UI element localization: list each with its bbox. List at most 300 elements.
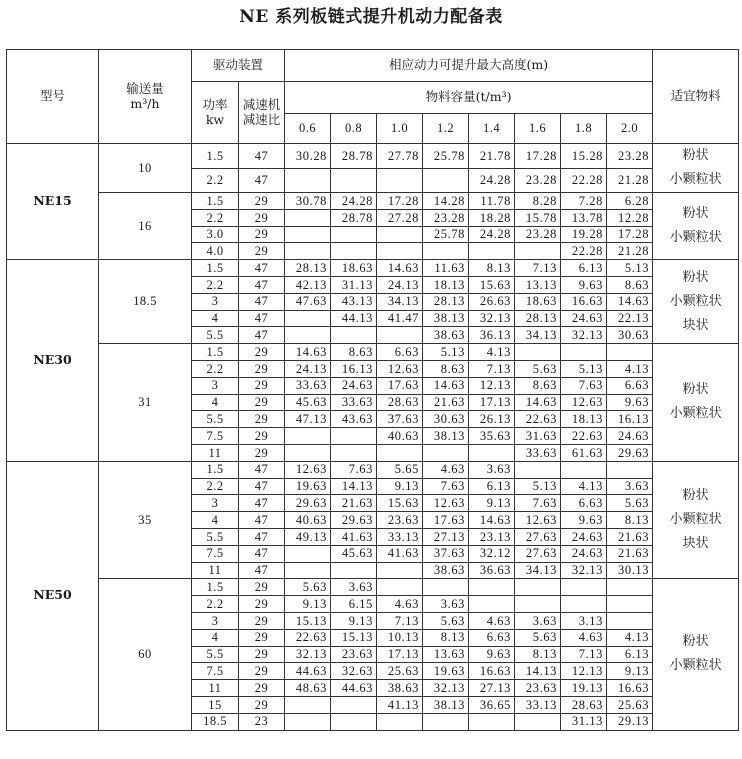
- height-cell: 23.63: [331, 646, 377, 663]
- height-cell: 27.63: [515, 545, 561, 562]
- height-cell: 28.78: [331, 209, 377, 226]
- ratio-cell: 29: [239, 344, 285, 361]
- power-cell: 3: [192, 293, 239, 310]
- height-cell: 5.63: [607, 495, 653, 512]
- height-cell: 35.63: [469, 428, 515, 445]
- height-cell: 41.13: [377, 696, 423, 713]
- height-cell: 29.63: [285, 495, 331, 512]
- height-cell: 6.63: [607, 377, 653, 394]
- height-cell: [285, 545, 331, 562]
- height-cell: 14.63: [423, 377, 469, 394]
- height-cell: 5.13: [607, 260, 653, 277]
- height-cell: 7.63: [561, 377, 607, 394]
- height-cell: [331, 428, 377, 445]
- height-cell: [469, 596, 515, 613]
- height-cell: 28.63: [377, 394, 423, 411]
- height-cell: 21.63: [607, 545, 653, 562]
- power-cell: 7.5: [192, 545, 239, 562]
- height-cell: [515, 461, 561, 478]
- height-cell: [377, 713, 423, 730]
- ratio-cell: 29: [239, 696, 285, 713]
- height-cell: 38.13: [423, 428, 469, 445]
- height-cell: 40.63: [377, 428, 423, 445]
- height-cell: 15.78: [515, 209, 561, 226]
- material-cell: [653, 193, 739, 260]
- page-title: NE 系列板链式提升机动力配备表: [239, 7, 503, 27]
- height-cell: 27.63: [515, 528, 561, 545]
- density-col-header: 1.2: [423, 114, 469, 144]
- height-cell: [515, 243, 561, 260]
- power-config-table: [6, 49, 739, 731]
- ratio-cell: 29: [239, 193, 285, 210]
- height-cell: 16.63: [561, 293, 607, 310]
- height-cell: 7.28: [561, 193, 607, 210]
- height-cell: 7.63: [515, 495, 561, 512]
- height-cell: 25.63: [607, 696, 653, 713]
- height-cell: 24.28: [331, 193, 377, 210]
- density-col-header: 1.8: [561, 114, 607, 144]
- ratio-cell: 29: [239, 444, 285, 461]
- header-row-1: [7, 50, 739, 82]
- power-cell: 4: [192, 629, 239, 646]
- height-cell: 33.63: [285, 377, 331, 394]
- height-cell: 15.63: [469, 276, 515, 293]
- height-cell: 30.63: [607, 327, 653, 344]
- height-cell: 24.13: [285, 360, 331, 377]
- height-cell: [331, 444, 377, 461]
- height-cell: 37.63: [423, 545, 469, 562]
- height-cell: 22.63: [561, 428, 607, 445]
- height-cell: [515, 713, 561, 730]
- height-cell: 27.28: [377, 209, 423, 226]
- height-cell: [561, 461, 607, 478]
- material-label: 块状: [682, 317, 709, 333]
- height-cell: 24.63: [607, 428, 653, 445]
- height-cell: [561, 579, 607, 596]
- header-reducer: [239, 82, 285, 144]
- height-cell: 27.13: [423, 528, 469, 545]
- height-cell: 3.63: [469, 461, 515, 478]
- table-row: [7, 193, 739, 210]
- height-cell: 23.28: [423, 209, 469, 226]
- height-cell: 18.63: [331, 260, 377, 277]
- material-label: 小颗粒状: [669, 406, 722, 422]
- ratio-cell: 47: [239, 478, 285, 495]
- height-cell: 12.63: [561, 394, 607, 411]
- power-cell: 1.5: [192, 144, 239, 169]
- height-cell: 36.63: [469, 562, 515, 579]
- height-cell: 21.63: [423, 394, 469, 411]
- power-cell: 4: [192, 310, 239, 327]
- height-cell: [285, 327, 331, 344]
- height-cell: 5.63: [423, 612, 469, 629]
- height-cell: 17.28: [515, 144, 561, 169]
- height-cell: [331, 243, 377, 260]
- ratio-cell: 29: [239, 360, 285, 377]
- height-cell: 9.13: [377, 478, 423, 495]
- material-label: 小颗粒状: [669, 172, 722, 187]
- height-cell: [423, 713, 469, 730]
- material-label: 小颗粒状: [669, 658, 722, 674]
- height-cell: 32.63: [331, 663, 377, 680]
- height-cell: 41.47: [377, 310, 423, 327]
- material-cell: [653, 461, 739, 579]
- material-cell: [653, 344, 739, 462]
- height-cell: 19.13: [561, 680, 607, 697]
- height-cell: 8.13: [515, 646, 561, 663]
- height-cell: [285, 168, 331, 193]
- height-cell: 34.13: [515, 562, 561, 579]
- height-cell: 6.13: [469, 478, 515, 495]
- table-row: [7, 144, 739, 169]
- header-reducer-ratio: 减速比: [242, 111, 281, 127]
- ratio-cell: 29: [239, 629, 285, 646]
- power-cell: 2.2: [192, 596, 239, 613]
- density-col-header: 1.6: [515, 114, 561, 144]
- capacity-cell: 31: [99, 344, 192, 462]
- height-cell: 18.13: [561, 411, 607, 428]
- height-cell: [607, 612, 653, 629]
- height-cell: 38.13: [423, 696, 469, 713]
- height-cell: [377, 226, 423, 243]
- material-label: 粉状: [682, 206, 709, 222]
- height-cell: 28.13: [285, 260, 331, 277]
- ratio-cell: 23: [239, 713, 285, 730]
- ratio-cell: 47: [239, 293, 285, 310]
- height-cell: 12.28: [607, 209, 653, 226]
- ratio-cell: 47: [239, 495, 285, 512]
- height-cell: 17.13: [377, 646, 423, 663]
- height-cell: 6.28: [607, 193, 653, 210]
- height-cell: 14.13: [331, 478, 377, 495]
- power-cell: 5.5: [192, 327, 239, 344]
- height-cell: 32.13: [469, 310, 515, 327]
- height-cell: 44.13: [331, 310, 377, 327]
- height-cell: 21.63: [607, 528, 653, 545]
- height-cell: 27.78: [377, 144, 423, 169]
- height-cell: [285, 562, 331, 579]
- height-cell: 23.63: [515, 680, 561, 697]
- height-cell: 12.13: [561, 663, 607, 680]
- header-drive: 驱动装置: [192, 50, 285, 82]
- height-cell: 11.63: [423, 260, 469, 277]
- power-cell: 18.5: [192, 713, 239, 730]
- height-cell: [469, 579, 515, 596]
- header-power: [192, 82, 239, 144]
- height-cell: 33.63: [331, 394, 377, 411]
- height-cell: [331, 713, 377, 730]
- height-cell: 23.13: [469, 528, 515, 545]
- header-density: 物料容量(t/m³): [285, 82, 653, 114]
- power-cell: 5.5: [192, 646, 239, 663]
- power-cell: 2.2: [192, 360, 239, 377]
- height-cell: 47.63: [285, 293, 331, 310]
- height-cell: 21.28: [607, 243, 653, 260]
- height-cell: 38.13: [423, 310, 469, 327]
- height-cell: 43.63: [331, 411, 377, 428]
- density-col-header: 1.4: [469, 114, 515, 144]
- height-cell: 32.13: [285, 646, 331, 663]
- ratio-cell: 47: [239, 260, 285, 277]
- height-cell: [423, 579, 469, 596]
- height-cell: 10.13: [377, 629, 423, 646]
- height-cell: 7.63: [423, 478, 469, 495]
- height-cell: 48.63: [285, 680, 331, 697]
- height-cell: 6.13: [561, 260, 607, 277]
- height-cell: [377, 562, 423, 579]
- table-row: [7, 461, 739, 478]
- height-cell: 6.63: [377, 344, 423, 361]
- ratio-cell: 29: [239, 377, 285, 394]
- power-cell: 3: [192, 495, 239, 512]
- height-cell: 5.63: [515, 629, 561, 646]
- ratio-cell: 29: [239, 680, 285, 697]
- height-cell: [331, 562, 377, 579]
- power-cell: 11: [192, 562, 239, 579]
- power-cell: 2.2: [192, 478, 239, 495]
- height-cell: 21.28: [607, 168, 653, 193]
- power-cell: 1.5: [192, 260, 239, 277]
- height-cell: 4.13: [561, 478, 607, 495]
- height-cell: 14.63: [607, 293, 653, 310]
- height-cell: 3.63: [423, 596, 469, 613]
- header-capacity-label: 输送量: [126, 81, 164, 97]
- height-cell: 25.63: [377, 663, 423, 680]
- power-cell: 4.0: [192, 243, 239, 260]
- height-cell: 32.13: [423, 680, 469, 697]
- height-cell: [331, 696, 377, 713]
- power-cell: 3.0: [192, 226, 239, 243]
- height-cell: 31.13: [331, 276, 377, 293]
- height-cell: [377, 168, 423, 193]
- height-cell: 24.63: [331, 377, 377, 394]
- power-cell: 2.2: [192, 276, 239, 293]
- height-cell: 9.63: [561, 276, 607, 293]
- material-label: 小颗粒状: [669, 293, 722, 309]
- height-cell: 41.63: [331, 528, 377, 545]
- density-col-header: 0.8: [331, 114, 377, 144]
- height-cell: 28.78: [331, 144, 377, 169]
- height-cell: 6.15: [331, 596, 377, 613]
- material-label: 小颗粒状: [669, 230, 722, 246]
- capacity-cell: 18.5: [99, 260, 192, 344]
- ratio-cell: 29: [239, 243, 285, 260]
- height-cell: [285, 209, 331, 226]
- height-cell: 44.63: [285, 663, 331, 680]
- height-cell: 43.13: [331, 293, 377, 310]
- ratio-cell: 29: [239, 209, 285, 226]
- height-cell: 19.28: [561, 226, 607, 243]
- height-cell: 31.63: [515, 428, 561, 445]
- height-cell: [515, 579, 561, 596]
- height-cell: 22.13: [607, 310, 653, 327]
- height-cell: 22.28: [561, 243, 607, 260]
- height-cell: 18.28: [469, 209, 515, 226]
- header-power-label: 功率: [202, 97, 228, 113]
- ratio-cell: 47: [239, 562, 285, 579]
- ratio-cell: 47: [239, 144, 285, 169]
- height-cell: [423, 243, 469, 260]
- height-cell: 8.63: [515, 377, 561, 394]
- height-cell: 12.63: [377, 360, 423, 377]
- height-cell: 15.13: [331, 629, 377, 646]
- ratio-cell: 47: [239, 168, 285, 193]
- height-cell: 4.13: [469, 344, 515, 361]
- height-cell: 17.63: [423, 512, 469, 529]
- height-cell: 24.63: [561, 310, 607, 327]
- height-cell: 11.78: [469, 193, 515, 210]
- height-cell: 8.63: [607, 276, 653, 293]
- material-label: 粉状: [682, 488, 709, 504]
- height-cell: [377, 243, 423, 260]
- height-cell: 4.63: [469, 612, 515, 629]
- ratio-cell: 29: [239, 226, 285, 243]
- height-cell: 15.28: [561, 144, 607, 169]
- height-cell: 5.63: [285, 579, 331, 596]
- table-row: [7, 260, 739, 277]
- height-cell: 30.63: [423, 411, 469, 428]
- height-cell: 9.63: [469, 646, 515, 663]
- header-model: 型号: [7, 50, 99, 144]
- height-cell: 15.13: [285, 612, 331, 629]
- height-cell: 5.13: [423, 344, 469, 361]
- height-cell: 4.63: [377, 596, 423, 613]
- table-row: [7, 579, 739, 596]
- model-cell: NE15: [7, 144, 99, 260]
- height-cell: 19.63: [285, 478, 331, 495]
- header-height: 相应动力可提升最大高度(m): [285, 50, 653, 82]
- height-cell: 23.28: [515, 226, 561, 243]
- height-cell: 30.78: [285, 193, 331, 210]
- ratio-cell: 47: [239, 461, 285, 478]
- power-cell: 7.5: [192, 428, 239, 445]
- height-cell: 40.63: [285, 512, 331, 529]
- height-cell: 38.63: [423, 327, 469, 344]
- height-cell: 14.63: [377, 260, 423, 277]
- power-cell: 7.5: [192, 663, 239, 680]
- height-cell: 7.13: [377, 612, 423, 629]
- height-cell: 45.63: [331, 545, 377, 562]
- height-cell: 4.63: [423, 461, 469, 478]
- height-cell: 8.13: [469, 260, 515, 277]
- height-cell: 16.63: [469, 663, 515, 680]
- height-cell: 37.63: [377, 411, 423, 428]
- height-cell: 9.13: [331, 612, 377, 629]
- height-cell: 12.63: [515, 512, 561, 529]
- power-cell: 4: [192, 394, 239, 411]
- height-cell: 41.63: [377, 545, 423, 562]
- ratio-cell: 47: [239, 512, 285, 529]
- height-cell: 23.28: [515, 168, 561, 193]
- height-cell: 16.13: [331, 360, 377, 377]
- material-label: 粉状: [682, 634, 709, 650]
- height-cell: 5.13: [561, 360, 607, 377]
- height-cell: [331, 168, 377, 193]
- height-cell: 47.13: [285, 411, 331, 428]
- height-cell: 5.65: [377, 461, 423, 478]
- height-cell: [423, 444, 469, 461]
- height-cell: 24.63: [561, 528, 607, 545]
- power-cell: 5.5: [192, 411, 239, 428]
- height-cell: [377, 327, 423, 344]
- height-cell: 6.13: [607, 646, 653, 663]
- height-cell: [285, 243, 331, 260]
- height-cell: 13.78: [561, 209, 607, 226]
- height-cell: [469, 713, 515, 730]
- height-cell: 13.63: [423, 646, 469, 663]
- height-cell: 8.63: [331, 344, 377, 361]
- height-cell: 17.28: [607, 226, 653, 243]
- ratio-cell: 47: [239, 276, 285, 293]
- height-cell: 36.13: [469, 327, 515, 344]
- height-cell: [285, 226, 331, 243]
- material-label: 粉状: [682, 382, 709, 398]
- height-cell: 7.13: [515, 260, 561, 277]
- height-cell: 24.28: [469, 168, 515, 193]
- height-cell: 19.63: [423, 663, 469, 680]
- header-power-unit: kw: [205, 111, 225, 127]
- height-cell: 38.63: [377, 680, 423, 697]
- table-row: [7, 344, 739, 361]
- height-cell: 8.63: [423, 360, 469, 377]
- power-cell: 1.5: [192, 461, 239, 478]
- header-material: 适宜物料: [653, 50, 739, 144]
- height-cell: 12.13: [469, 377, 515, 394]
- height-cell: [377, 444, 423, 461]
- height-cell: [331, 226, 377, 243]
- header-capacity: [99, 50, 192, 144]
- height-cell: 34.13: [515, 327, 561, 344]
- height-cell: 8.13: [423, 629, 469, 646]
- height-cell: 7.13: [561, 646, 607, 663]
- height-cell: 44.63: [331, 680, 377, 697]
- height-cell: 3.63: [607, 478, 653, 495]
- height-cell: 3.13: [561, 612, 607, 629]
- density-col-header: 0.6: [285, 114, 331, 144]
- ratio-cell: 47: [239, 310, 285, 327]
- height-cell: [607, 461, 653, 478]
- height-cell: 9.63: [607, 394, 653, 411]
- height-cell: 6.63: [469, 629, 515, 646]
- power-cell: 11: [192, 444, 239, 461]
- height-cell: 23.28: [607, 144, 653, 169]
- height-cell: [423, 168, 469, 193]
- height-cell: 30.13: [607, 562, 653, 579]
- height-cell: 29.63: [331, 512, 377, 529]
- ratio-cell: 47: [239, 327, 285, 344]
- height-cell: 36.65: [469, 696, 515, 713]
- height-cell: 25.78: [423, 226, 469, 243]
- ratio-cell: 47: [239, 545, 285, 562]
- power-cell: 1.5: [192, 193, 239, 210]
- height-cell: 14.13: [515, 663, 561, 680]
- height-cell: [561, 344, 607, 361]
- height-cell: 32.13: [561, 562, 607, 579]
- height-cell: [469, 444, 515, 461]
- height-cell: [331, 327, 377, 344]
- power-cell: 2.2: [192, 209, 239, 226]
- height-cell: 33.13: [377, 528, 423, 545]
- height-cell: 7.63: [331, 461, 377, 478]
- power-cell: 15: [192, 696, 239, 713]
- model-cell: NE30: [7, 260, 99, 462]
- height-cell: [561, 596, 607, 613]
- material-cell: [653, 579, 739, 730]
- density-col-header: 2.0: [607, 114, 653, 144]
- ratio-cell: 29: [239, 646, 285, 663]
- height-cell: 28.13: [515, 310, 561, 327]
- height-cell: 31.13: [561, 713, 607, 730]
